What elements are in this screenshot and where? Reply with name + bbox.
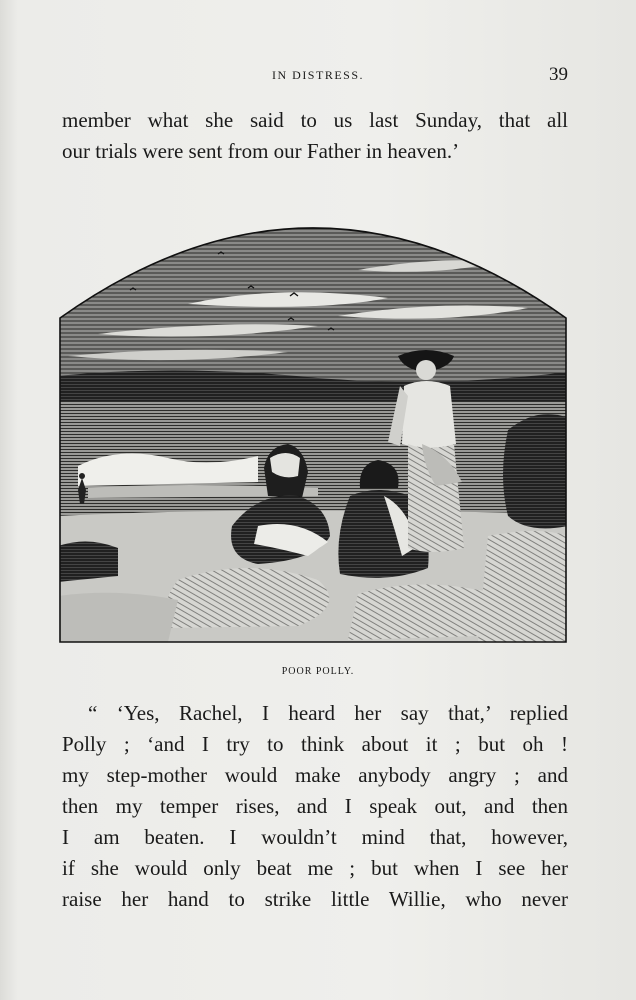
text-line: then my temper rises, and I speak out, and then [62, 794, 568, 818]
text-line: if she would only beat me ; but when I see her [62, 856, 568, 880]
engraving-illustration [58, 196, 568, 648]
top-paragraph [62, 105, 568, 167]
text-line: member what she said to us last Sunday, that all [62, 108, 568, 132]
page-number: 39 [549, 64, 568, 85]
running-head [0, 64, 636, 84]
text-line: Polly ; ‘and I try to think about it ; but oh ! [62, 732, 568, 756]
text-line: our trials were sent from our Father in heaven.’ [62, 139, 460, 163]
text-line: I am beaten. I wouldn’t mind that, however, [62, 825, 568, 849]
text-line: my step-mother would make anybody angry ; and [62, 763, 568, 787]
running-title: IN DISTRESS. [271, 68, 364, 82]
text-line: “ ‘Yes, Rachel, I heard her say that,’ replied [88, 701, 568, 725]
text-line: raise her hand to strike little Willie, who never [62, 887, 568, 911]
illustration-caption: POOR POLLY. [281, 666, 355, 677]
bottom-paragraph [62, 698, 568, 915]
